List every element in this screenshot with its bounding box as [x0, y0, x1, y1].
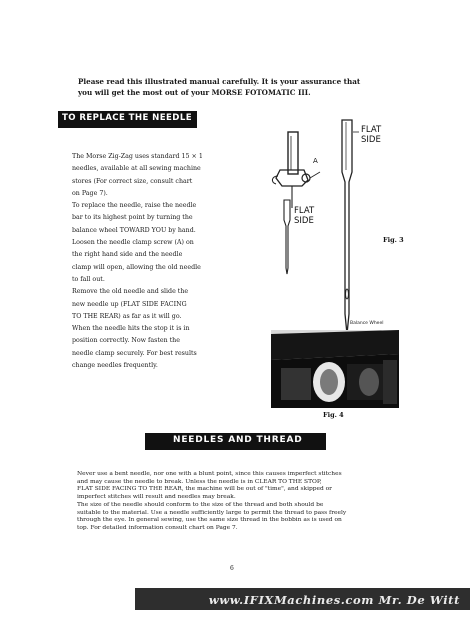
- paragraph-line: through the eye. In general sewing, use the same size thread in the bobbin as is used on: [77, 517, 342, 524]
- section-heading-needles-thread: [145, 433, 326, 450]
- instruction-line: stores (For correct size, consult chart: [72, 177, 193, 185]
- section-heading-replace-needle: [58, 111, 197, 128]
- figure-4-caption: Fig. 4: [323, 411, 344, 419]
- paragraph-line: FLAT SIDE FACING TO THE REAR, the machine will be out of "time", and skipped or: [77, 486, 332, 493]
- flat-side-label-upper-line2: SIDE: [361, 134, 381, 145]
- section-heading-text: TO REPLACE THE NEEDLE: [62, 113, 192, 123]
- intro-paragraph: [78, 76, 408, 98]
- instruction-line: on Page 7).: [72, 189, 108, 197]
- needle-clamp-illustration: [268, 130, 328, 210]
- watermark-banner: [135, 588, 470, 610]
- instruction-line: bar to its highest point by turning the: [72, 214, 193, 222]
- figure-3-caption: Fig. 3: [383, 236, 404, 244]
- watermark-text: www.IFIXMachines.com Mr. De Witt: [208, 593, 460, 607]
- instruction-line: Remove the old needle and slide the: [72, 288, 189, 296]
- paragraph-line: top. For detailed information consult chart on Page 7.: [77, 524, 238, 531]
- instruction-line: When the needle hits the stop it is in: [72, 325, 190, 333]
- paragraph-line: suitable to the material. Use a needle sufficiently large to permit the thread to pass freely: [77, 509, 347, 516]
- instruction-line: To replace the needle, raise the needle: [72, 202, 197, 210]
- flat-side-label-lower: [294, 207, 314, 226]
- flat-side-label-lower-line2: SIDE: [294, 215, 314, 226]
- instruction-line: Loosen the needle clamp screw (A) on: [72, 239, 194, 247]
- instruction-line: needle clamp securely. For best results: [72, 349, 197, 357]
- flat-side-label-upper-line1: FLAT: [361, 125, 382, 135]
- intro-line-1: Please read this illustrated manual carefully. It is your assurance that: [78, 77, 361, 86]
- instruction-line: position correctly. Now fasten the: [72, 337, 180, 345]
- flat-side-label-lower-line1: FLAT: [294, 206, 315, 216]
- instruction-line: change needles frequently.: [72, 362, 158, 370]
- needles-thread-paragraph: [77, 471, 401, 533]
- instruction-line: The Morse Zig-Zag uses standard 15 × 1: [72, 153, 203, 160]
- instruction-line: the right hand side and the needle: [72, 251, 183, 259]
- balance-wheel-label: Balance Wheel: [350, 321, 384, 326]
- large-needle-illustration: [333, 118, 361, 338]
- instruction-line: needles, available at all sewing machine: [72, 165, 201, 173]
- flat-side-label-upper: [361, 126, 381, 145]
- section-heading-text: NEEDLES AND THREAD: [173, 435, 303, 445]
- instruction-line: to fall out.: [72, 275, 105, 283]
- label-a: A: [313, 157, 318, 165]
- instruction-line: clamp will open, allowing the old needle: [72, 263, 201, 271]
- paragraph-line: and may cause the needle to break. Unless the needle is in CLEAR TO THE STOP,: [77, 478, 322, 485]
- instruction-line: TO THE REAR) as far as it will go.: [72, 312, 182, 320]
- instruction-line: new needle up (FLAT SIDE FACING: [72, 300, 187, 308]
- page-number: 6: [230, 565, 234, 572]
- paragraph-line: imperfect stitches will result and needles may break.: [77, 494, 236, 501]
- paragraph-line: Never use a bent needle, nor one with a blunt point, since this causes imperfect stitches: [77, 471, 342, 477]
- replace-needle-instructions: [72, 151, 240, 372]
- sewing-machine-photo: [271, 330, 399, 408]
- intro-line-2: you will get the most out of your MORSE FOTOMATIC III.: [78, 88, 311, 97]
- small-needle-illustration: [280, 198, 294, 276]
- instruction-line: balance wheel TOWARD YOU by hand.: [72, 226, 196, 234]
- paragraph-line: The size of the needle should conform to the size of the thread and both should be: [77, 501, 324, 508]
